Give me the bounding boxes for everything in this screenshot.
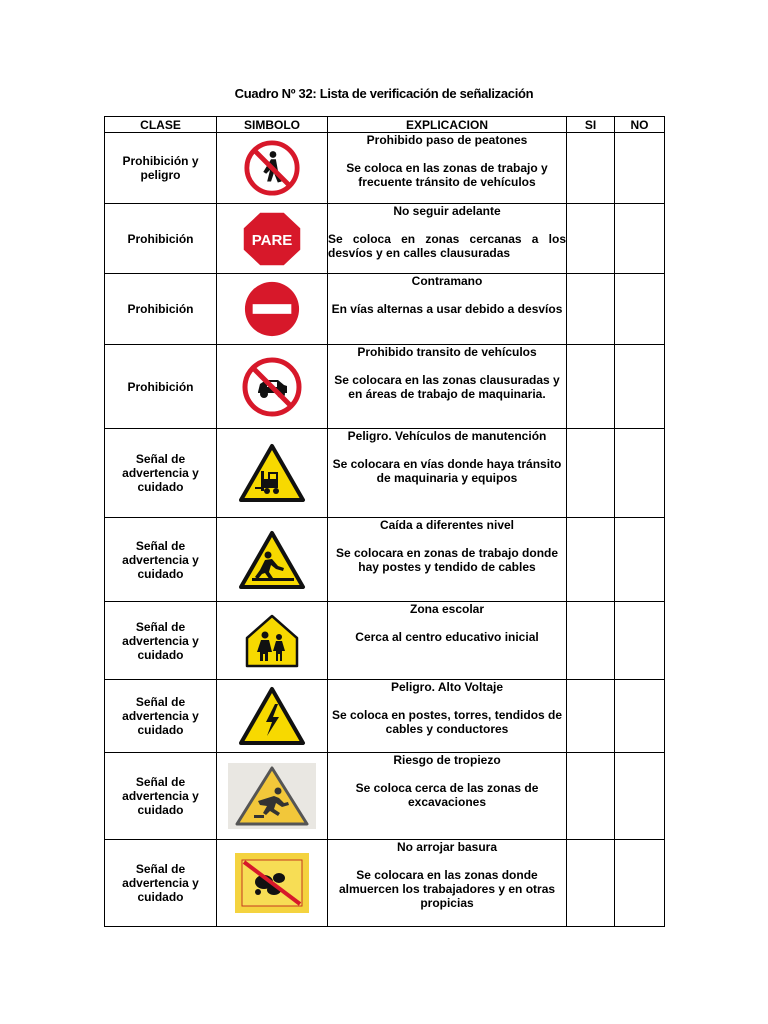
clase-cell: Prohibición xyxy=(105,274,217,345)
clase-cell: Prohibición xyxy=(105,345,217,429)
no-vehicles-sign-icon xyxy=(240,356,304,418)
table-row xyxy=(105,840,665,927)
sign-title: Peligro. Vehículos de manutención xyxy=(347,429,547,443)
checkbox-no[interactable] xyxy=(615,429,665,518)
header-no: NO xyxy=(615,117,665,133)
sign-description: Se colocara en zonas de trabajo donde hay postes y tendido de cables xyxy=(335,546,559,574)
symbol-cell xyxy=(217,345,328,429)
clase-cell: Prohibición xyxy=(105,204,217,274)
checkbox-si[interactable] xyxy=(567,840,615,927)
explanation-cell xyxy=(328,840,567,927)
school-zone-sign-icon xyxy=(245,614,299,668)
checkbox-no[interactable] xyxy=(615,345,665,429)
sign-description: Se colocara en las zonas donde almuercen los trabajadores y en otras propicias xyxy=(338,868,556,910)
clase-cell: Señal de advertencia y cuidado xyxy=(105,753,217,840)
sign-description: Se coloca en las zonas de trabajo y frecuente tránsito de vehículos xyxy=(346,161,548,189)
checkbox-si[interactable] xyxy=(567,345,615,429)
table-row xyxy=(105,753,665,840)
signage-checklist-table xyxy=(104,116,665,927)
header-si: SI xyxy=(567,117,615,133)
checkbox-no[interactable] xyxy=(615,274,665,345)
no-entry-sign-icon xyxy=(243,280,301,338)
clase-cell: Señal de advertencia y cuidado xyxy=(105,518,217,602)
explanation-cell xyxy=(328,429,567,518)
no-littering-sign-icon xyxy=(234,852,310,914)
stop-sign-icon xyxy=(242,211,302,267)
table-row xyxy=(105,345,665,429)
table-row xyxy=(105,133,665,204)
sign-description: Se colocara en las zonas clausuradas y en áreas de trabajo de maquinaria. xyxy=(334,373,560,401)
sign-description: Cerca al centro educativo inicial xyxy=(355,630,539,644)
sign-title: Zona escolar xyxy=(409,602,485,616)
checkbox-no[interactable] xyxy=(615,204,665,274)
checkbox-no[interactable] xyxy=(615,680,665,753)
sign-title: Prohibido transito de vehículos xyxy=(357,345,537,359)
table-row xyxy=(105,518,665,602)
checkbox-si[interactable] xyxy=(567,602,615,680)
sign-title: Caída a diferentes nivel xyxy=(379,518,515,532)
checkbox-si[interactable] xyxy=(567,204,615,274)
document-title: Cuadro Nº 32: Lista de verificación de señalización xyxy=(234,86,534,101)
sign-description: Se coloca cerca de las zonas de excavaciones xyxy=(355,781,539,809)
sign-description: Se coloca en zonas cercanas a los desvíos y en calles clausuradas xyxy=(328,232,566,260)
symbol-cell xyxy=(217,429,328,518)
symbol-cell xyxy=(217,204,328,274)
clase-cell: Señal de advertencia y cuidado xyxy=(105,602,217,680)
table-header-row xyxy=(105,117,665,133)
checkbox-no[interactable] xyxy=(615,840,665,927)
checkbox-no[interactable] xyxy=(615,753,665,840)
checkbox-si[interactable] xyxy=(567,518,615,602)
explanation-cell xyxy=(328,753,567,840)
table-row xyxy=(105,602,665,680)
explanation-cell xyxy=(328,602,567,680)
clase-cell: Señal de advertencia y cuidado xyxy=(105,840,217,927)
sign-title: Contramano xyxy=(411,274,483,288)
stop-sign-text: PARE xyxy=(251,231,293,249)
sign-description: En vías alternas a usar debido a desvíos xyxy=(331,302,563,316)
symbol-cell xyxy=(217,680,328,753)
checkbox-si[interactable] xyxy=(567,429,615,518)
clase-cell: Señal de advertencia y cuidado xyxy=(105,680,217,753)
header-simbolo: SIMBOLO xyxy=(217,117,328,133)
header-explicacion: EXPLICACION xyxy=(328,117,567,133)
checkbox-no[interactable] xyxy=(615,602,665,680)
fall-warning-sign-icon xyxy=(238,530,306,590)
checkbox-si[interactable] xyxy=(567,274,615,345)
clase-cell: Prohibición y peligro xyxy=(105,133,217,204)
explanation-cell xyxy=(328,204,567,274)
sign-title: No seguir adelante xyxy=(393,204,501,218)
symbol-cell xyxy=(217,602,328,680)
forklift-warning-sign-icon xyxy=(238,443,306,503)
symbol-cell xyxy=(217,753,328,840)
explanation-cell xyxy=(328,345,567,429)
checkbox-si[interactable] xyxy=(567,680,615,753)
checkbox-si[interactable] xyxy=(567,753,615,840)
no-pedestrians-sign-icon xyxy=(243,139,301,197)
high-voltage-sign-icon xyxy=(238,686,306,746)
checkbox-si[interactable] xyxy=(567,133,615,204)
table-row xyxy=(105,204,665,274)
checkbox-no[interactable] xyxy=(615,518,665,602)
sign-title: Peligro. Alto Voltaje xyxy=(390,680,503,694)
trip-hazard-sign-icon xyxy=(228,763,316,829)
table-row xyxy=(105,429,665,518)
sign-title: Prohibido paso de peatones xyxy=(366,133,528,147)
sign-description: Se coloca en postes, torres, tendidos de cables y conductores xyxy=(331,708,563,736)
checkbox-no[interactable] xyxy=(615,133,665,204)
explanation-cell xyxy=(328,680,567,753)
table-row xyxy=(105,680,665,753)
clase-cell: Señal de advertencia y cuidado xyxy=(105,429,217,518)
header-clase: CLASE xyxy=(105,117,217,133)
explanation-cell xyxy=(328,133,567,204)
symbol-cell xyxy=(217,518,328,602)
symbol-cell xyxy=(217,133,328,204)
sign-description: Se colocara en vías donde haya tránsito de maquinaria y equipos xyxy=(332,457,562,485)
explanation-cell xyxy=(328,274,567,345)
sign-title: Riesgo de tropiezo xyxy=(393,753,501,767)
table-row xyxy=(105,274,665,345)
sign-title: No arrojar basura xyxy=(396,840,498,854)
explanation-cell xyxy=(328,518,567,602)
symbol-cell xyxy=(217,840,328,927)
symbol-cell xyxy=(217,274,328,345)
